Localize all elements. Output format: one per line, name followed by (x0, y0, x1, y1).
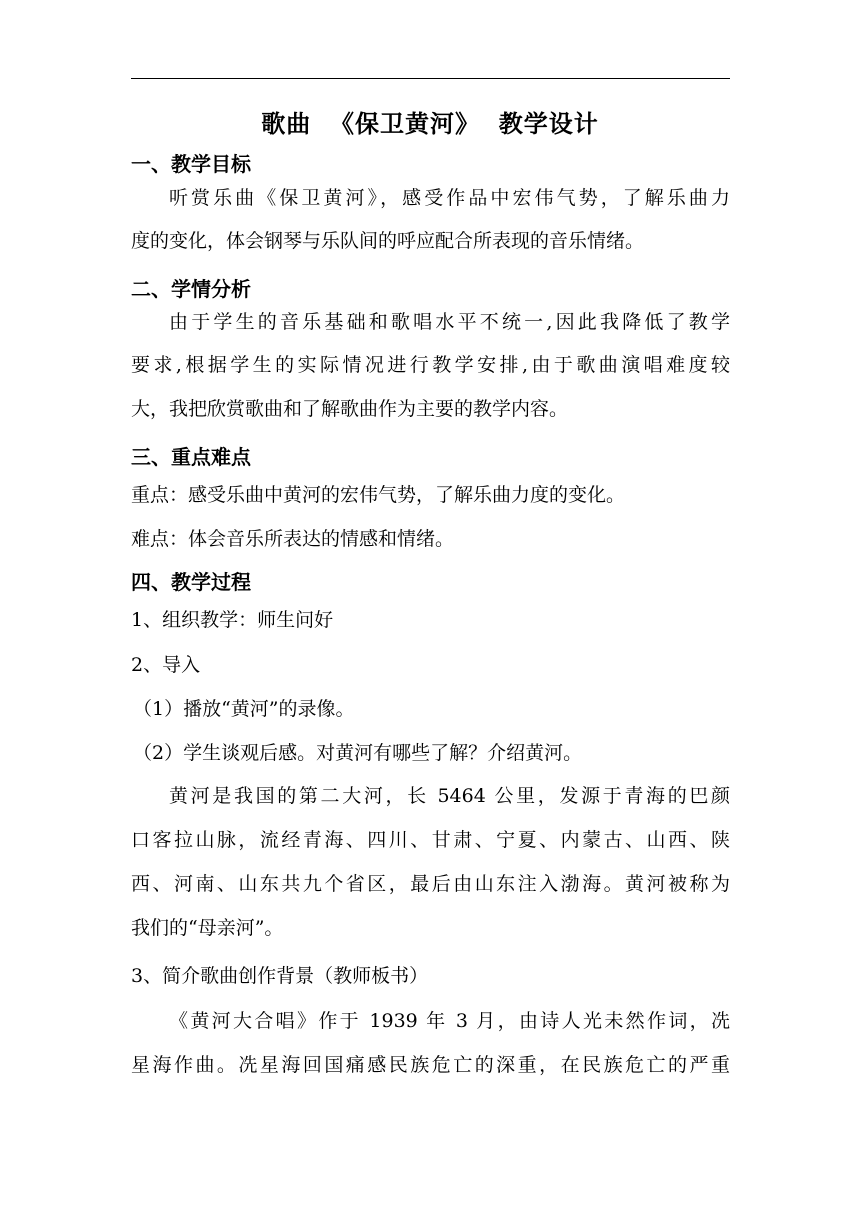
paragraph-line: 我们的“母亲河”。 (131, 917, 284, 939)
process-step-2: 2、导入 (131, 654, 201, 676)
difficulty-line: 难点：体会音乐所表达的情感和情绪。 (131, 528, 455, 550)
paragraph-line: 星海作曲。冼星海回国痛感民族危亡的深重，在民族危亡的严重 (131, 1054, 730, 1076)
process-step-3: 3、简介歌曲创作背景（教师板书） (131, 965, 429, 987)
paragraph-line: 度的变化，体会钢琴与乐队间的呼应配合所表现的音乐情绪。 (131, 230, 645, 252)
paragraph-line: 由于学生的音乐基础和歌唱水平不统一,因此我降低了教学 (169, 311, 730, 333)
paragraph-line: 口客拉山脉，流经青海、四川、甘肃、宁夏、内蒙古、山西、陕 (131, 829, 730, 851)
page-title: 歌曲 《保卫黄河》 教学设计 (261, 110, 599, 138)
section-heading-key-points: 三、重点难点 (131, 445, 251, 469)
section-heading-goals: 一、教学目标 (131, 152, 251, 176)
paragraph-line: 要求,根据学生的实际情况进行教学安排,由于歌曲演唱难度较 (131, 354, 730, 376)
paragraph-line: 听赏乐曲《保卫黄河》，感受作品中宏伟气势，了解乐曲力 (169, 187, 730, 209)
paragraph-line: 西、河南、山东共九个省区，最后由山东注入渤海。黄河被称为 (131, 873, 730, 895)
header-rule (131, 78, 730, 79)
section-heading-process: 四、教学过程 (131, 570, 251, 594)
paragraph-line: 《黄河大合唱》作于 1939 年 3 月，由诗人光未然作词，冼 (169, 1010, 730, 1032)
paragraph-line: 黄河是我国的第二大河，长 5464 公里，发源于青海的巴颜 (169, 785, 730, 807)
process-substep-2: （2）学生谈观后感。对黄河有哪些了解？介绍黄河。 (133, 742, 583, 764)
section-heading-analysis: 二、学情分析 (131, 277, 251, 301)
paragraph-line: 大，我把欣赏歌曲和了解歌曲作为主要的教学内容。 (131, 398, 569, 420)
process-step-1: 1、组织教学：师生问好 (131, 609, 334, 631)
process-substep-1: （1）播放“黄河”的录像。 (133, 698, 355, 720)
key-point-line: 重点：感受乐曲中黄河的宏伟气势，了解乐曲力度的变化。 (131, 484, 626, 506)
